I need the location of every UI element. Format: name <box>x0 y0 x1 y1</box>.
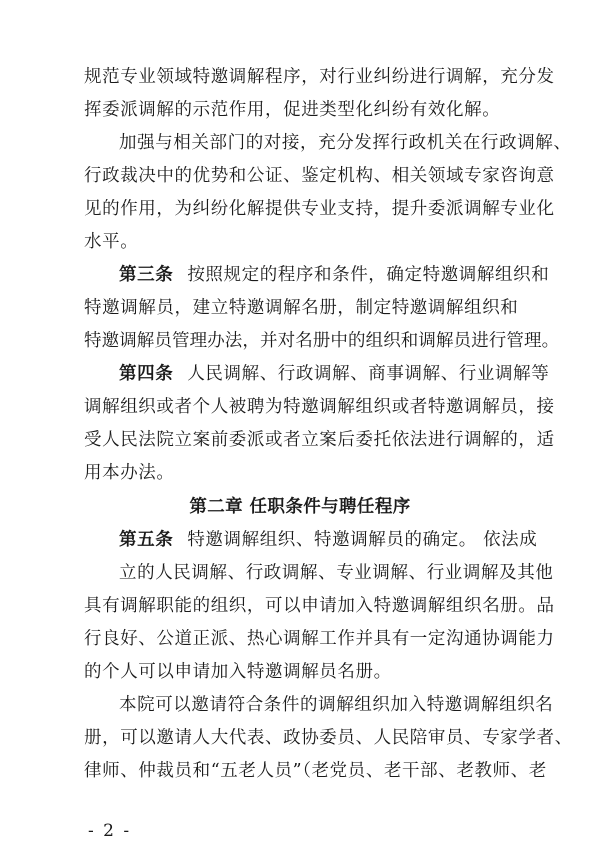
article3-line-2: 特邀调解员，建立特邀调解名册，制定特邀调解组织和 <box>84 298 519 318</box>
article3-line-3: 特邀调解员管理办法，并对名册中的组织和调解员进行管理。 <box>84 331 560 351</box>
para-last-line-2: 册，可以邀请人大代表、政协委员、人民陪审员、专家学者、 <box>84 728 573 748</box>
para2-line-3: 见的作用，为纠纷化解提供专业支持，提升委派调解专业化 <box>84 199 555 219</box>
article4-text-1: 人民调解、行政调解、商事调解、行业调解等 <box>187 364 550 384</box>
article5-line-1 <box>119 529 537 551</box>
article3-line-1 <box>119 264 549 286</box>
article5-line-3: 具有调解职能的组织，可以申请加入特邀调解组织名册。品 <box>84 596 555 616</box>
article4-line-4: 用本办法。 <box>84 463 175 483</box>
article4-line-3: 受人民法院立案前委派或者立案后委托依法进行调解的，适 <box>84 430 555 450</box>
para2-line-1: 加强与相关部门的对接，充分发挥行政机关在行政调解、 <box>119 133 572 153</box>
article4-label: 第四条 <box>119 364 174 384</box>
para2-line-4: 水平。 <box>84 232 139 252</box>
page-number: - 2 - <box>88 821 132 841</box>
chapter-heading: 第二章 任职条件与聘任程序 <box>189 497 411 517</box>
para2-line-2: 行政裁决中的优势和公证、鉴定机构、相关领域专家咨询意 <box>84 166 555 186</box>
para1-line-1: 规范专业领域特邀调解程序，对行业纠纷进行调解，充分发 <box>84 67 555 87</box>
article5-label: 第五条 <box>119 530 174 550</box>
para1-line-2: 挥委派调解的示范作用，促进类型化纠纷有效化解。 <box>84 100 501 120</box>
article5-line-5: 的个人可以申请加入特邀调解员名册。 <box>84 662 392 682</box>
article5-line-2: 立的人民调解、行政调解、专业调解、行业调解及其他 <box>119 563 554 583</box>
article3-text-1: 按照规定的程序和条件，确定特邀调解组织和 <box>187 265 550 285</box>
article4-line-2: 调解组织或者个人被聘为特邀调解组织或者特邀调解员，接 <box>84 397 555 417</box>
article5-text-1: 特邀调解组织、特邀调解员的确定。 依法成 <box>187 530 538 550</box>
article3-label: 第三条 <box>119 265 174 285</box>
article4-line-1 <box>119 363 549 385</box>
para-last-line-1: 本院可以邀请符合条件的调解组织加入特邀调解组织名 <box>119 695 554 715</box>
para-last-line-3: 律师、仲裁员和“五老人员”（老党员、老干部、老教师、老 <box>84 761 547 781</box>
article5-line-4: 行良好、公道正派、热心调解工作并具有一定沟通协调能力 <box>84 629 555 649</box>
